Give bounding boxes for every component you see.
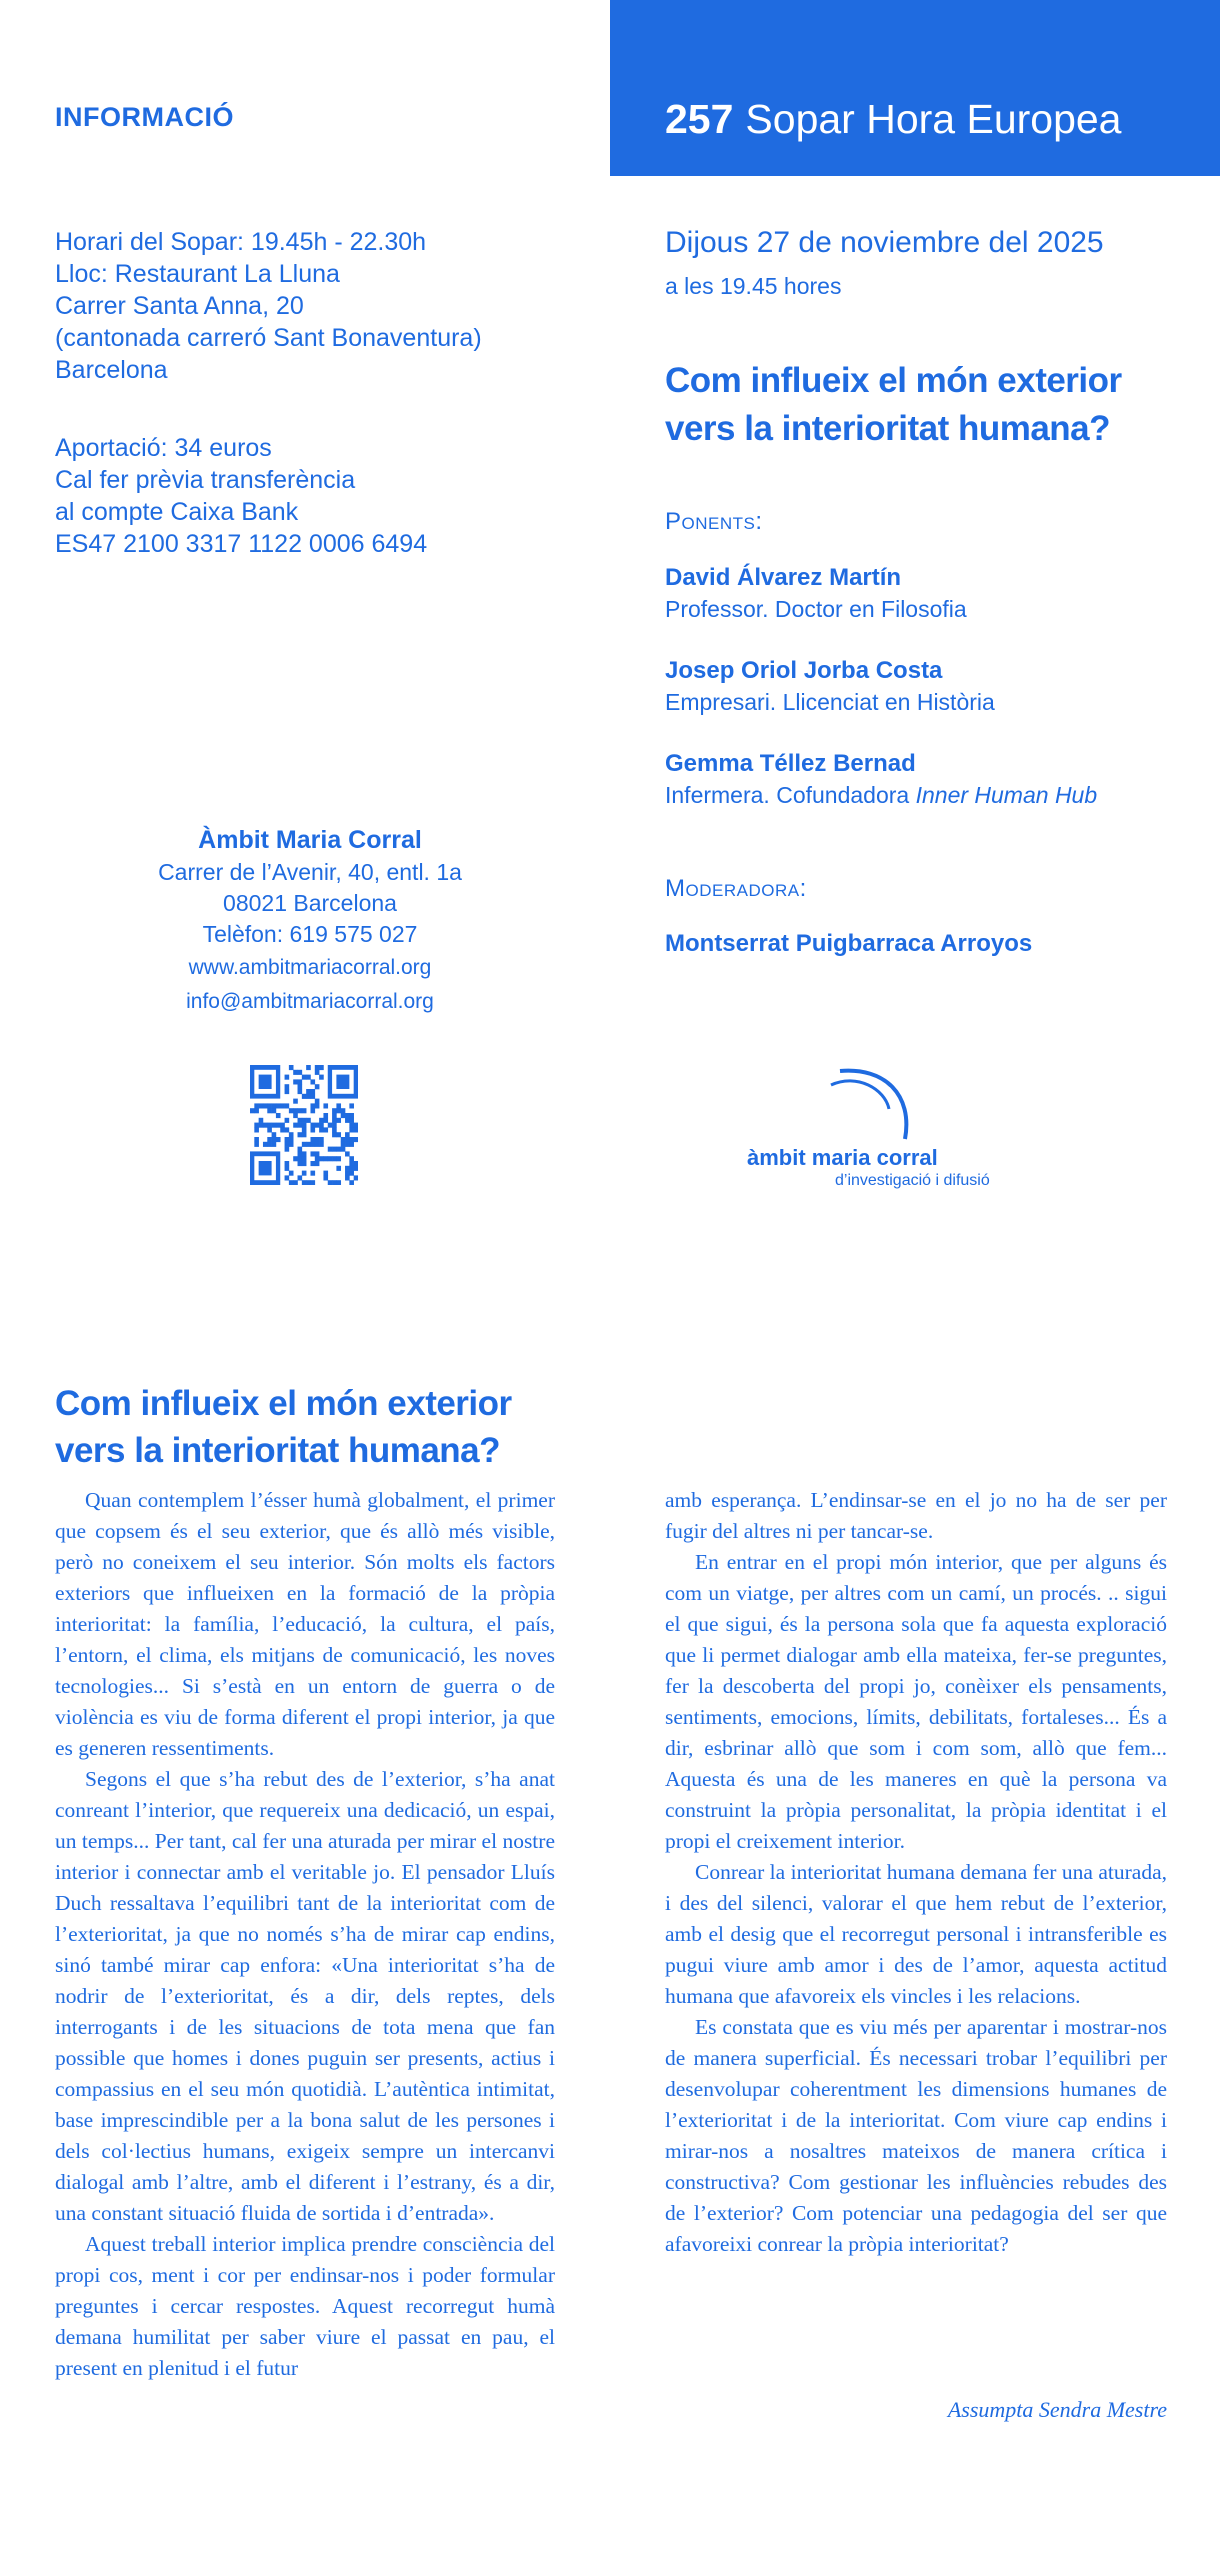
article-paragraph: Aquest treball interior implica prendre consciència del propi cos, ment i cor per endinsar-nos i poder formular preguntes i cercar respostes. Aquest recorregut humà demana humilitat per saber viure el passat en pau, el present en plenitud i el futur (55, 2232, 555, 2380)
iban-text: ES47 2100 3317 1122 0006 6494 (55, 530, 428, 558)
street-text: Carrer Santa Anna, 20 (55, 292, 304, 320)
email-link[interactable]: info@ambitmariacorral.org (186, 990, 434, 1013)
event-number: 257 (665, 96, 734, 142)
article-title-line: vers la interioritat humana? (55, 1431, 501, 1470)
logo-arc-icon (745, 1065, 1045, 1195)
article-author: Assumpta Sendra Mestre (947, 2397, 1167, 2422)
article-column-right (665, 1485, 1167, 2260)
speaker (665, 562, 967, 624)
speaker-role-company: Inner Human Hub (915, 782, 1098, 808)
speaker-role-line (665, 780, 1097, 810)
header-band (610, 0, 1220, 176)
speakers-label: Ponents: (665, 508, 763, 535)
talk-title-line: vers la interioritat humana? (665, 409, 1111, 448)
event-series-title: Sopar Hora Europea (745, 96, 1122, 142)
city-text: Barcelona (55, 356, 168, 384)
speaker-name: David Álvarez Martín (665, 564, 902, 591)
speaker (665, 655, 995, 717)
corner-text: (cantonada carreró Sant Bonaventura) (55, 324, 482, 352)
speaker-role: Empresari. Llicenciat en Història (665, 689, 995, 715)
organization-name: Àmbit Maria Corral (198, 826, 422, 854)
article-title-line: Com influeix el món exterior (55, 1384, 512, 1423)
organization-contact (110, 823, 510, 1018)
bank-text: al compte Caixa Bank (55, 498, 299, 526)
moderator-label: Moderadora: (665, 875, 807, 902)
article-title (55, 1380, 512, 1474)
venue-text: Lloc: Restaurant La Lluna (55, 260, 340, 288)
website-link[interactable]: www.ambitmariacorral.org (188, 956, 432, 979)
qr-code-icon[interactable] (250, 1065, 358, 1185)
event-details (55, 226, 482, 386)
info-heading: INFORMACIÓ (55, 102, 234, 132)
schedule-text: Horari del Sopar: 19.45h - 22.30h (55, 228, 427, 256)
speaker-name: Josep Oriol Jorba Costa (665, 657, 943, 684)
logo-name: àmbit maria corral (747, 1145, 938, 1170)
postal-city: 08021 Barcelona (223, 890, 397, 916)
phone-text: Telèfon: 619 575 027 (202, 921, 418, 947)
speaker (665, 748, 1097, 810)
article-paragraph: Es constata que es viu més per aparentar i mostrar-nos de manera superficial. És necessari trobar l’equilibri per desenvolupar coherentment les dimensions humanes de l’exterioritat i de la interioritat. Com viure cap endins i mirar-nos a nosaltres mateixos de manera crítica i constructiva? Com gestionar les influències rebudes des de l’exterior? Com potenciar una pedagogia del ser que afavoreixi conrear la pròpia interioritat? (665, 2015, 1167, 2256)
article-paragraph: Quan contemplem l’ésser humà globalment, el primer que copsem és el seu exterior, que és allò més visible, però no coneixem el seu interior. Són molts els factors exteriors que influeixen en la formació de la pròpia interioritat: la família, l’educació, la cultura, el país, l’entorn, el clima, els mitjans de comunicació, les noves tecnologies... Si s’està en un entorn de guerra o de violència es viu de forma diferent el propi interior, ja que es generen ressentiments. (55, 1488, 555, 1760)
qr-code-graphic (250, 1065, 358, 1185)
transfer-text: Cal fer prèvia transferència (55, 466, 356, 494)
article-column-left (55, 1485, 555, 2384)
address-line: Carrer de l’Avenir, 40, entl. 1a (158, 859, 462, 885)
talk-title-line: Com influeix el món exterior (665, 361, 1122, 400)
speaker-role: Infermera. Cofundadora (665, 782, 916, 808)
article-paragraph: Conrear la interioritat humana demana fer una aturada, i des del silenci, valorar el que hem rebut de l’exterior, amb el desig que el recorregut personal i intransferible es pugui viure amb amor i des de l’amor, aquesta actitud humana que afavoreix els vincles i les relacions. (665, 1860, 1167, 2008)
talk-title (665, 357, 1122, 453)
organization-logo (745, 1065, 1045, 1195)
moderator-name: Montserrat Puigbarraca Arroyos (665, 930, 1033, 957)
article-paragraph: amb esperança. L’endinsar-se en el jo no ha de ser per fugir del altres ni per tancar-se. (665, 1488, 1167, 1543)
article-paragraph: Segons el que s’ha rebut des de l’exterior, s’ha anat conreant l’interior, que requereix una dedicació, un espai, un temps... Per tant, cal fer una aturada per mirar el nostre interior i connectar amb el veritable jo. El pensador Lluís Duch ressaltava l’equilibri tant de la interioritat com de l’exterioritat, ja que no només s’ha de mirar cap endins, sinó també mirar cap enfora: «Una interioritat s’ha de nodrir de l’exterioritat, és a dir, dels reptes, dels interrogants i de les situacions de tota mena que fan possible que homes i dones puguin ser presents, actius i compassius en el seu món quotidià. L’autèntica intimitat, base imprescindible per a la bona salut de les persones i dels col·lectius humans, exigeix sempre un intercanvi dialogal amb l’altre, amb el diferent i l’estrany, és a dir, una constant situació fluida de sortida i d’entrada». (55, 1767, 555, 2225)
speaker-role: Professor. Doctor en Filosofia (665, 596, 967, 622)
event-date: Dijous 27 de noviembre del 2025 (665, 226, 1104, 259)
contribution-text: Aportació: 34 euros (55, 434, 272, 462)
logo-tagline: d’investigació i difusió (835, 1172, 990, 1189)
payment-details (55, 432, 427, 560)
article-paragraph: En entrar en el propi món interior, que per alguns és com un viatge, per altres com un camí, un procés. .. sigui el que sigui, és la persona sola que fa aquesta exploració que li permet dialogar amb ella mateixa, fer-se preguntes, fer la descoberta del propi jo, conèixer els pensaments, sentiments, emocions, límits, debilitats, fortaleses... És a dir, esbrinar allò que som i com som, allò que fem... Aquesta és una de les maneres en què la persona va construint la pròpia personalitat, la pròpia identitat i el propi el creixement interior. (665, 1550, 1167, 1853)
speaker-name: Gemma Téllez Bernad (665, 750, 916, 777)
event-header (665, 96, 1122, 143)
event-time: a les 19.45 hores (665, 273, 842, 299)
